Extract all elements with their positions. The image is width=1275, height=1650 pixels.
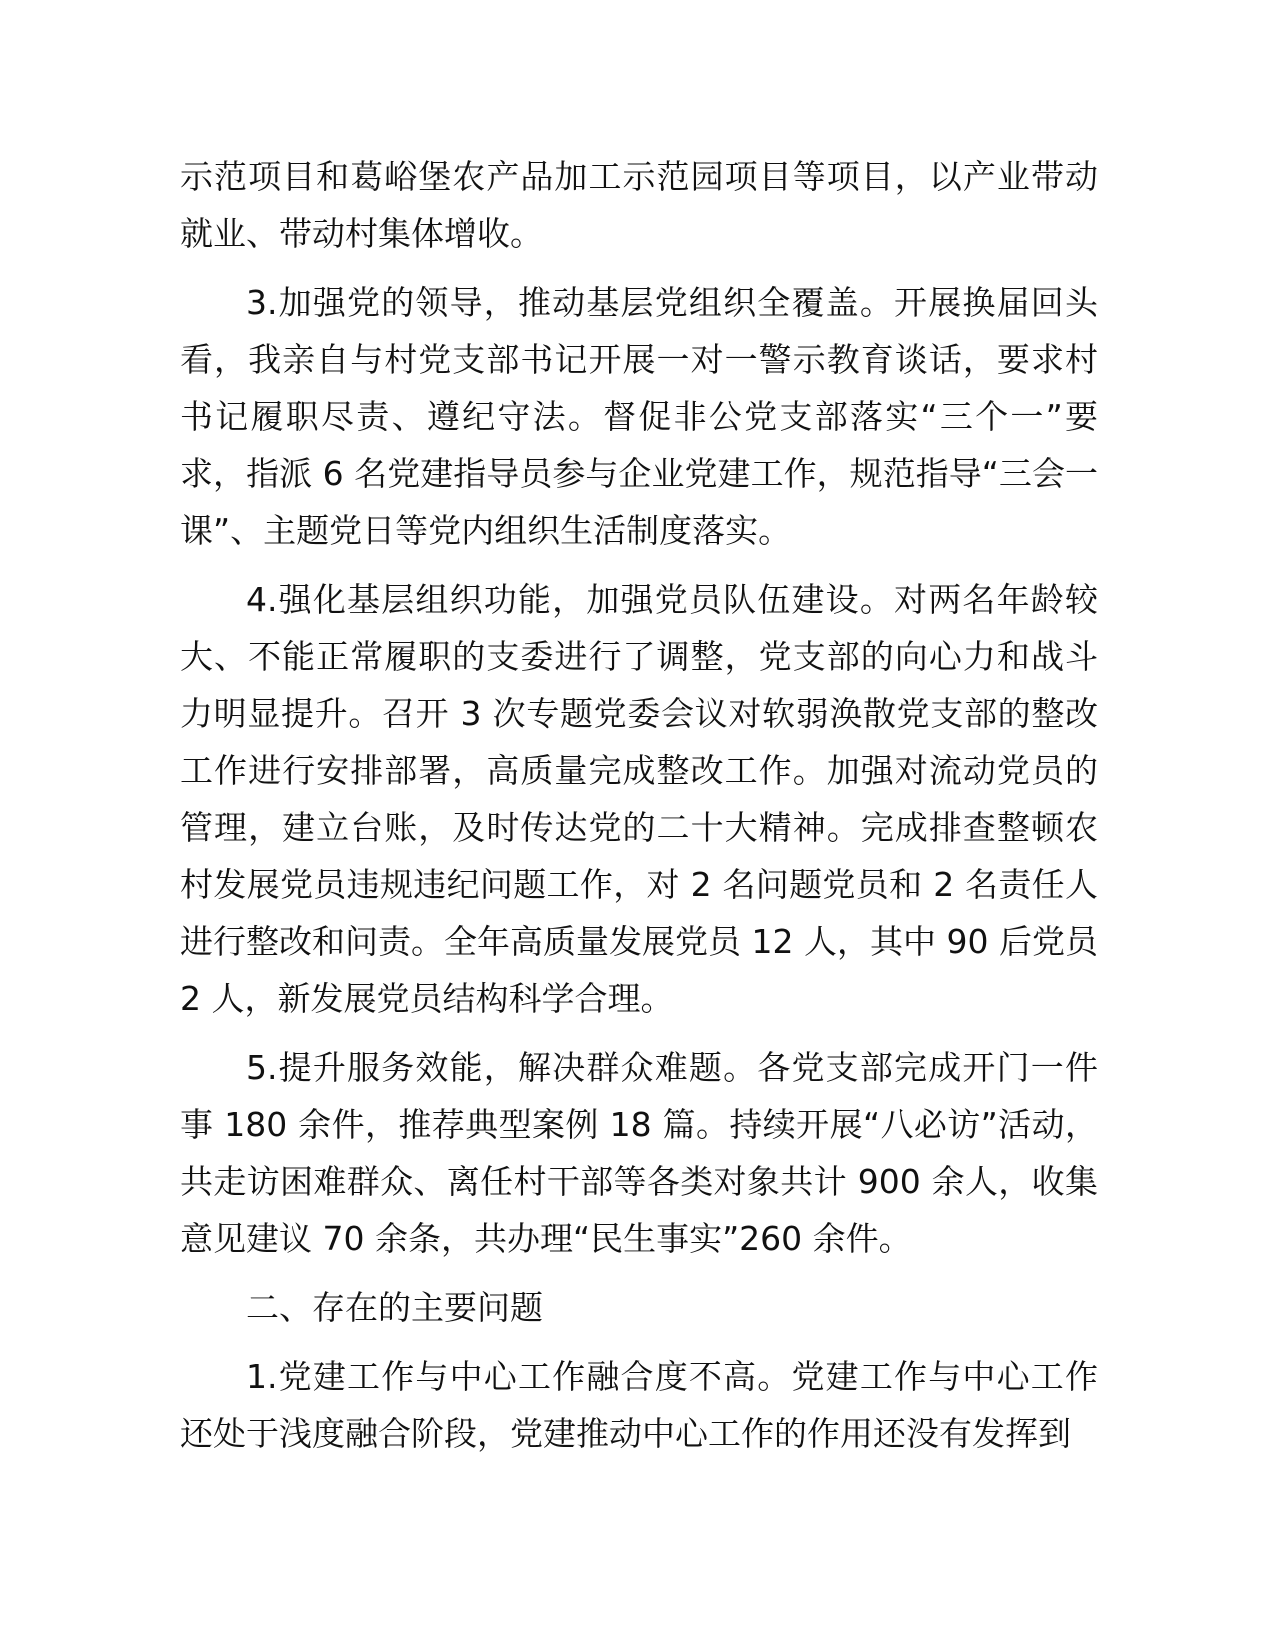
- section-heading: 二、存在的主要问题: [246, 1288, 543, 1327]
- paragraph-item-5: 5.提升服务效能，解决群众难题。各党支部完成开门一件事 180 余件，推荐典型案例 18 篇。持续开展“八必访”活动，共走访困难群众、离任村干部等各类对象共计 900 余人，收集意见建议 70 余条，共办理“民生事实”260 余件。: [180, 1048, 1098, 1258]
- paragraph-continuation: 示范项目和葛峪堡农产品加工示范园项目等项目，以产业带动就业、带动村集体增收。: [180, 157, 1098, 253]
- paragraph-item-3: 3.加强党的领导，推动基层党组织全覆盖。开展换届回头看，我亲自与村党支部书记开展一对一警示教育谈话，要求村书记履职尽责、遵纪守法。督促非公党支部落实“三个一”要求，指派 6 名党建指导员参与企业党建工作，规范指导“三会一课”、主题党日等党内组织生活制度落实。: [180, 283, 1098, 550]
- paragraph-item-4: 4.强化基层组织功能，加强党员队伍建设。对两名年龄较大、不能正常履职的支委进行了调整，党支部的向心力和战斗力明显提升。召开 3 次专题党委会议对软弱涣散党支部的整改工作进行安排部署，高质量完成整改工作。加强对流动党员的管理，建立台账，及时传达党的二十大精神。完成排查整顿农村发展党员违规违纪问题工作，对 2 名问题党员和 2 名责任人进行整改和问责。全年高质量发展党员 12 人，其中 90 后党员 2 人，新发展党员结构科学合理。: [180, 580, 1098, 1018]
- document-page: [180, 148, 1098, 1474]
- paragraph-problem-1: 1.党建工作与中心工作融合度不高。党建工作与中心工作还处于浅度融合阶段，党建推动中心工作的作用还没有发挥到: [180, 1357, 1098, 1453]
